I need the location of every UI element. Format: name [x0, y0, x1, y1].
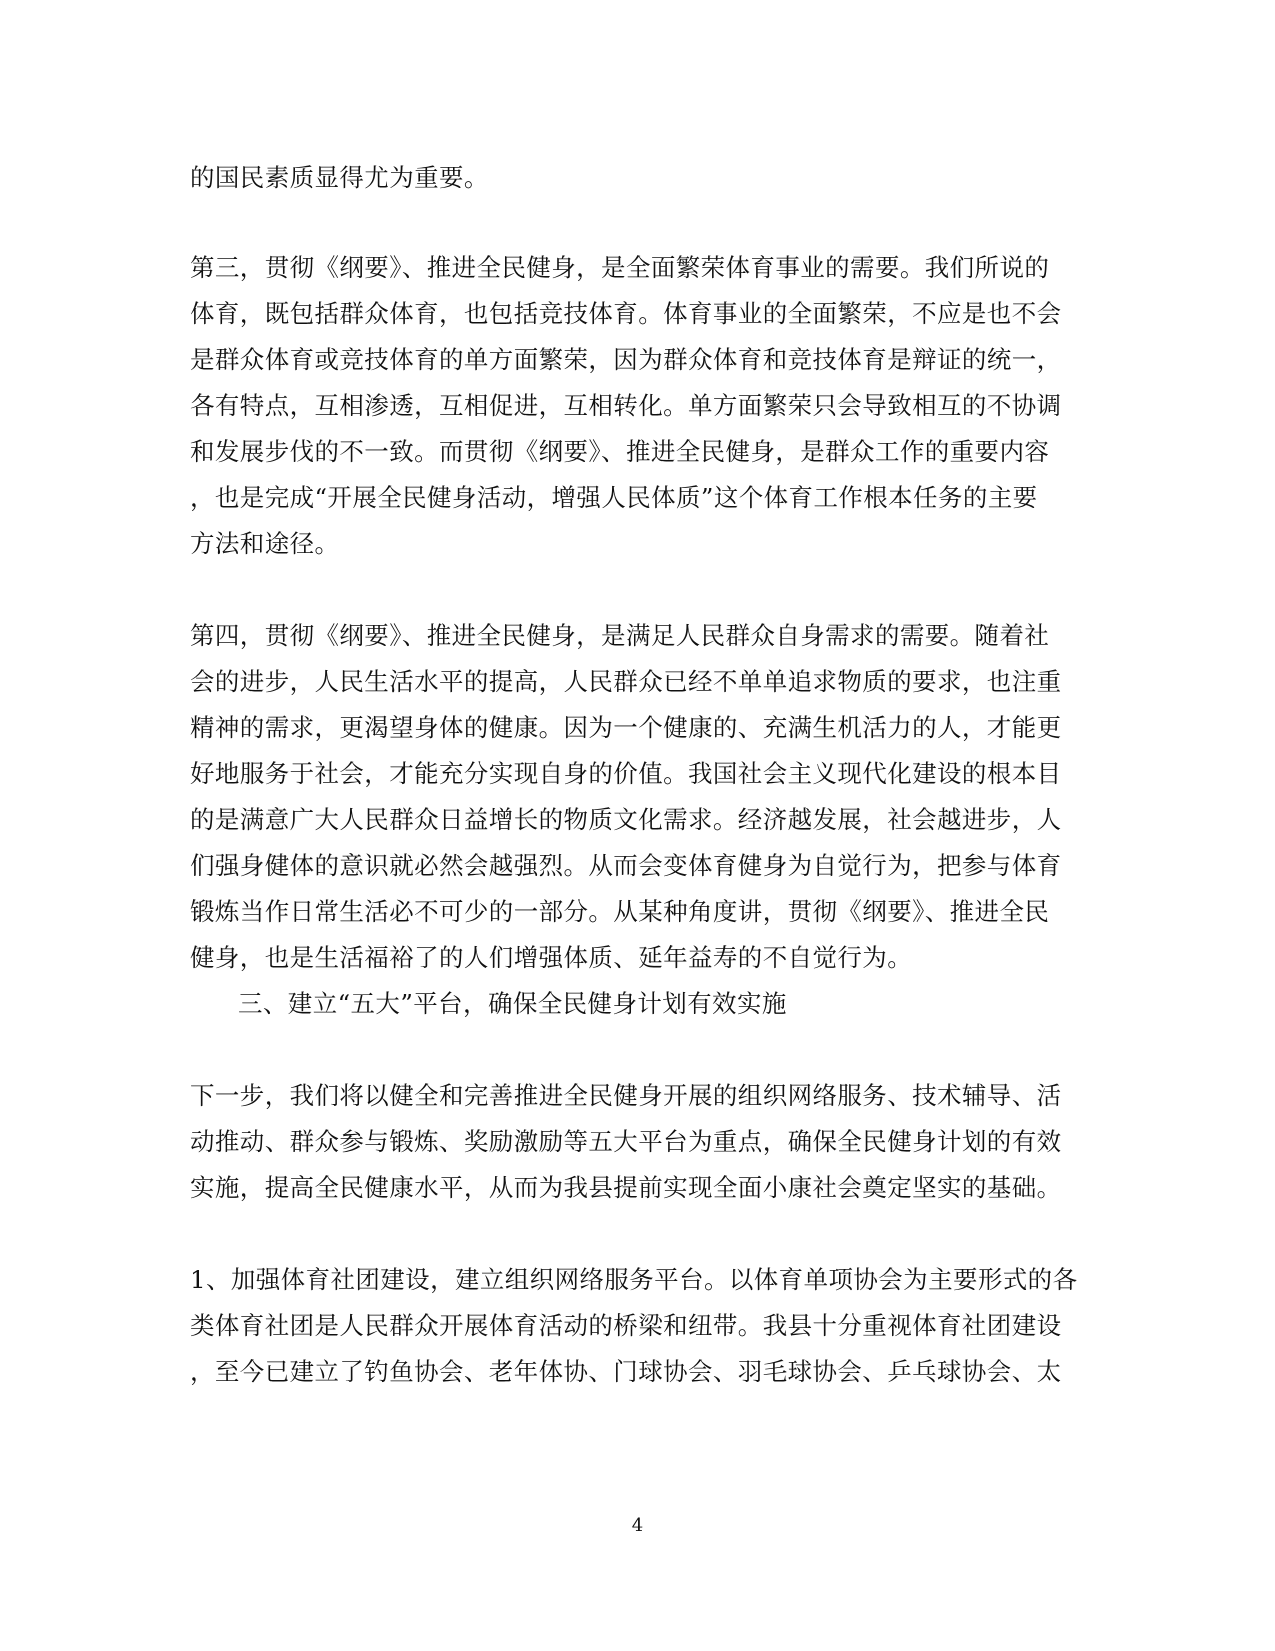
text-line: 是群众体育或竞技体育的单方面繁荣，因为群众体育和竞技体育是辩证的统一， [190, 345, 1062, 374]
text-line: 会的进步，人民生活水平的提高，人民群众已经不单单追求物质的要求，也注重 [190, 667, 1062, 696]
text-line: 精神的需求，更渴望身体的健康。因为一个健康的、充满生机活力的人，才能更 [190, 713, 1062, 742]
text-line: 们强身健体的意识就必然会越强烈。从而会变体育健身为自觉行为，把参与体育 [190, 851, 1062, 880]
text-line: 类体育社团是人民群众开展体育活动的桥梁和纽带。我县十分重视体育社团建设 [190, 1311, 1062, 1340]
text-line: 和发展步伐的不一致。而贯彻《纲要》、推进全民健身，是群众工作的重要内容 [190, 437, 1050, 466]
text-line: 的国民素质显得尤为重要。 [190, 163, 489, 192]
text-line: 的是满意广大人民群众日益增长的物质文化需求。经济越发展，社会越进步，人 [190, 805, 1062, 834]
text-line: ，也是完成“开展全民健身活动，增强人民体质”这个体育工作根本任务的主要 [190, 483, 1038, 512]
text-line: ，至今已建立了钓鱼协会、老年体协、门球协会、羽毛球协会、乒乓球协会、太 [190, 1357, 1062, 1386]
text-line: 锻炼当作日常生活必不可少的一部分。从某种角度讲，贯彻《纲要》、推进全民 [190, 897, 1050, 926]
page-number: 4 [631, 1515, 644, 1536]
text-line: 各有特点，互相渗透，互相促进，互相转化。单方面繁荣只会导致相互的不协调 [190, 391, 1062, 420]
text-line: 健身，也是生活福裕了的人们增强体质、延年益寿的不自觉行为。 [190, 943, 913, 972]
text-line: 第三，贯彻《纲要》、推进全民健身，是全面繁荣体育事业的需要。我们所说的 [190, 253, 1050, 282]
text-line: 方法和途径。 [190, 529, 340, 558]
section-heading: 三、建立“五大”平台，确保全民健身计划有效实施 [238, 989, 787, 1018]
text-line: 实施，提高全民健康水平，从而为我县提前实现全面小康社会奠定坚实的基础。 [190, 1173, 1062, 1202]
text-line: 下一步，我们将以健全和完善推进全民健身开展的组织网络服务、技术辅导、活 [190, 1081, 1062, 1110]
text-line: 动推动、群众参与锻炼、奖励激励等五大平台为重点，确保全民健身计划的有效 [190, 1127, 1062, 1156]
text-line: 体育，既包括群众体育，也包括竞技体育。体育事业的全面繁荣，不应是也不会 [190, 299, 1062, 328]
text-line: 第四，贯彻《纲要》、推进全民健身，是满足人民群众自身需求的需要。随着社 [190, 621, 1050, 650]
text-line: 好地服务于社会，才能充分实现自身的价值。我国社会主义现代化建设的根本目 [190, 759, 1062, 788]
text-line: 1、加强体育社团建设，建立组织网络服务平台。以体育单项协会为主要形式的各 [190, 1265, 1078, 1294]
